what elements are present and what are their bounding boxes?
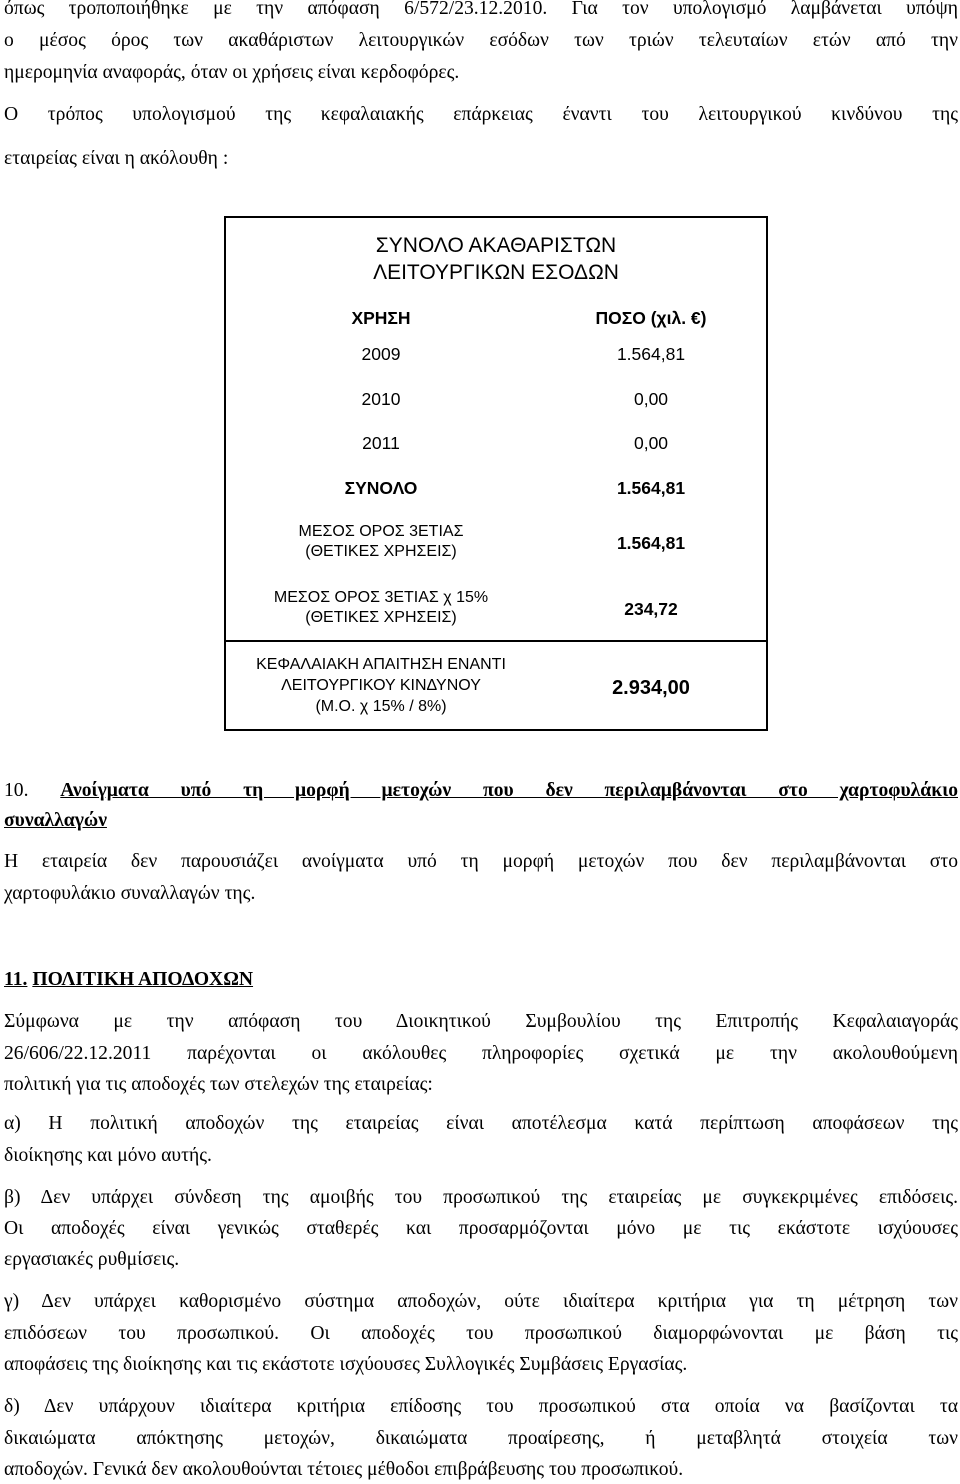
item-a-line-1: α) Η πολιτική αποδοχών της εταιρείας είναι αποτέλεσμα κατά περίπτωση αποφάσεων της bbox=[4, 1113, 958, 1134]
item-c-line-3: αποφάσεις της διοίκησης και τις εκάστοτε ισχύουσες Συλλογικές Συμβάσεις Εργασίας. bbox=[4, 1354, 688, 1375]
table-title-line-1: ΣΥΝΟΛΟ ΑΚΑΘΑΡΙΣΤΩΝ bbox=[375, 234, 617, 257]
section-11-intro-line-1: Σύμφωνα με την απόφαση του Διοικητικού Συμβουλίου της Επιτροπής Κεφαλαιαγοράς bbox=[4, 1011, 958, 1032]
method-line-2: εταιρείας είναι η ακόλουθη : bbox=[4, 148, 229, 169]
column-header-amount: ΠΟΣΟ (χιλ. €) bbox=[595, 308, 707, 328]
item-b-line-3: εργασιακές ρυθμίσεις. bbox=[4, 1249, 180, 1270]
capital-label-line-1: ΚΕΦΑΛΑΙΑΚΗ ΑΠΑΙΤΗΣΗ ΕΝΑΝΤΙ bbox=[256, 656, 506, 673]
row-year-2011: 2011 bbox=[362, 433, 400, 453]
avg15-label-line-2: (ΘΕΤΙΚΕΣ ΧΡΗΣΕΙΣ) bbox=[305, 609, 457, 626]
row-amount-2011: 0,00 bbox=[633, 433, 669, 453]
capital-label-line-2: ΛΕΙΤΟΥΡΓΙΚΟΥ ΚΙΝΔΥΝΟΥ bbox=[281, 677, 481, 694]
section-11-heading-text: ΠΟΛΙΤΙΚΗ ΑΠΟΔΟΧΩΝ bbox=[32, 969, 254, 990]
item-c-line-2: επιδόσεων του προσωπικού. Οι αποδοχές του προσωπικού διαμορφώνονται με βάση τις bbox=[4, 1323, 958, 1344]
section-10-heading-continued: συναλλαγών bbox=[4, 810, 107, 831]
intro-line-3: ημερομηνία αναφοράς, όταν οι χρήσεις είναι κερδοφόρες. bbox=[4, 62, 460, 83]
section-10-heading-text: Ανοίγματα υπό τη μορφή μετοχών που δεν περιλαμβάνονται στο χαρτοφυλάκιο bbox=[60, 780, 958, 801]
section-10-heading-line-1 bbox=[4, 776, 958, 805]
section-11-number: 11. bbox=[4, 969, 28, 990]
table-divider bbox=[226, 640, 766, 642]
avg15-label-line-1: ΜΕΣΟΣ ΟΡΟΣ 3ΕΤΙΑΣ χ 15% bbox=[273, 589, 489, 606]
total-label: ΣΥΝΟΛΟ bbox=[344, 478, 418, 498]
avg-label-line-2: (ΘΕΤΙΚΕΣ ΧΡΗΣΕΙΣ) bbox=[305, 543, 457, 560]
column-header-year: ΧΡΗΣΗ bbox=[351, 308, 411, 328]
section-10-body-line-1: Η εταιρεία δεν παρουσιάζει ανοίγματα υπό τη μορφή μετοχών που δεν περιλαμβάνονται στο bbox=[4, 851, 958, 872]
section-11-heading bbox=[4, 965, 958, 994]
item-d-line-1: δ) Δεν υπάρχουν ιδιαίτερα κριτήρια επίδοσης του προσωπικού στα οποία να βασίζονται τα bbox=[4, 1396, 958, 1417]
section-10-body-line-2: χαρτοφυλάκιο συναλλαγών της. bbox=[4, 883, 256, 904]
item-d-line-2: δικαιώματα απόκτησης μετοχών, δικαιώματα προαίρεσης, ή μεταβλητά στοιχεία των bbox=[4, 1428, 958, 1449]
avg15-value: 234,72 bbox=[624, 599, 678, 619]
row-amount-2009: 1.564,81 bbox=[616, 344, 686, 364]
avg-value: 1.564,81 bbox=[616, 533, 686, 553]
capital-value: 2.934,00 bbox=[612, 677, 690, 699]
table-title-line-2: ΛΕΙΤΟΥΡΓΙΚΩΝ ΕΣΟΔΩΝ bbox=[373, 261, 619, 284]
item-d-line-3: αποδοχών. Γενικά δεν ακολουθούνται τέτοιες μέθοδοι επιβράβευσης του προσωπικού. bbox=[4, 1459, 684, 1480]
method-line-1: Ο τρόπος υπολογισμού της κεφαλαιακής επάρκειας έναντι του λειτουργικού κινδύνου της bbox=[4, 104, 958, 125]
item-a-line-2: διοίκησης και μόνο αυτής. bbox=[4, 1145, 212, 1166]
intro-line-1: όπως τροποποιήθηκε με την απόφαση 6/572/23.12.2010. Για τον υπολογισμό λαμβάνεται υπόψη bbox=[4, 0, 958, 19]
item-c-line-1: γ) Δεν υπάρχει καθορισμένο σύστημα αποδοχών, ούτε ιδιαίτερα κριτήρια για τη μέτρηση των bbox=[4, 1291, 958, 1312]
total-value: 1.564,81 bbox=[616, 478, 686, 498]
item-b-line-1: β) Δεν υπάρχει σύνδεση της αμοιβής του προσωπικού της εταιρείας με συγκεκριμένες επιδόσεις. bbox=[4, 1187, 958, 1208]
row-year-2010: 2010 bbox=[361, 389, 401, 409]
row-amount-2010: 0,00 bbox=[633, 389, 669, 409]
item-b-line-2: Οι αποδοχές είναι γενικώς σταθερές και προσαρμόζονται μόνο με τις εκάστοτε ισχύουσες bbox=[4, 1218, 958, 1239]
capital-label-line-3: (Μ.Ο. χ 15% / 8%) bbox=[315, 698, 447, 715]
row-year-2009: 2009 bbox=[361, 344, 401, 364]
section-11-intro-line-2: 26/606/22.12.2011 παρέχονται οι ακόλουθες πληροφορίες σχετικά με την ακολουθούμενη bbox=[4, 1043, 958, 1064]
avg-label-line-1: ΜΕΣΟΣ ΟΡΟΣ 3ΕΤΙΑΣ bbox=[298, 523, 464, 540]
section-10-number: 10. bbox=[4, 780, 29, 801]
capital-requirement-table bbox=[224, 216, 768, 731]
section-11-intro-line-3: πολιτική για τις αποδοχές των στελεχών της εταιρείας: bbox=[4, 1074, 433, 1095]
section-10-heading-line-2 bbox=[4, 806, 958, 835]
intro-line-2: ο μέσος όρος των ακαθάριστων λειτουργικών εσόδων των τριών τελευταίων ετών από την bbox=[4, 30, 958, 51]
